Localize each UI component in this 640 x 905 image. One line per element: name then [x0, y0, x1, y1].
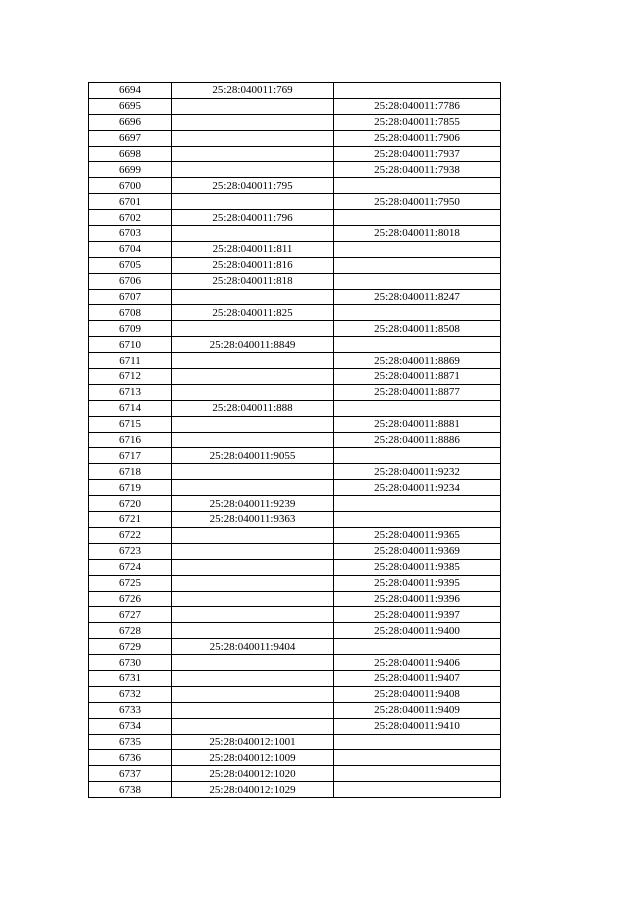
- table-row: [89, 353, 501, 369]
- cadastral-number-table: [88, 82, 501, 798]
- row-number-cell: 6695: [89, 98, 172, 114]
- row-number-cell: 6733: [89, 702, 172, 718]
- row-number-cell: 6704: [89, 241, 172, 257]
- table-row: [89, 718, 501, 734]
- table-row: [89, 591, 501, 607]
- cadastral-number-cell-b: 25:28:040011:8877: [334, 384, 501, 400]
- cadastral-number-cell-a: [172, 480, 334, 496]
- cadastral-number-cell-b: 25:28:040011:9395: [334, 575, 501, 591]
- cadastral-number-cell-b: 25:28:040011:9406: [334, 655, 501, 671]
- row-number-cell: 6711: [89, 353, 172, 369]
- row-number-cell: 6702: [89, 210, 172, 226]
- cadastral-number-cell-b: [334, 400, 501, 416]
- table-row: [89, 607, 501, 623]
- row-number-cell: 6694: [89, 83, 172, 99]
- table-row: [89, 464, 501, 480]
- table-row: [89, 337, 501, 353]
- cadastral-number-cell-a: 25:28:040011:811: [172, 241, 334, 257]
- cadastral-number-cell-a: [172, 98, 334, 114]
- cadastral-number-cell-b: 25:28:040011:9234: [334, 480, 501, 496]
- cadastral-number-cell-a: 25:28:040011:769: [172, 83, 334, 99]
- row-number-cell: 6716: [89, 432, 172, 448]
- row-number-cell: 6698: [89, 146, 172, 162]
- table-row: [89, 114, 501, 130]
- table-row: [89, 226, 501, 242]
- cadastral-number-cell-a: [172, 194, 334, 210]
- row-number-cell: 6735: [89, 734, 172, 750]
- table-row: [89, 512, 501, 528]
- cadastral-number-cell-a: [172, 718, 334, 734]
- row-number-cell: 6715: [89, 416, 172, 432]
- cadastral-number-cell-b: [334, 750, 501, 766]
- cadastral-number-cell-a: [172, 416, 334, 432]
- row-number-cell: 6730: [89, 655, 172, 671]
- row-number-cell: 6728: [89, 623, 172, 639]
- table-body: [89, 83, 501, 798]
- row-number-cell: 6736: [89, 750, 172, 766]
- table-row: [89, 432, 501, 448]
- table-row: [89, 670, 501, 686]
- row-number-cell: 6703: [89, 226, 172, 242]
- table-row: [89, 273, 501, 289]
- table-row: [89, 639, 501, 655]
- cadastral-number-cell-a: [172, 543, 334, 559]
- cadastral-number-cell-b: 25:28:040011:7937: [334, 146, 501, 162]
- table-row: [89, 162, 501, 178]
- table-row: [89, 734, 501, 750]
- cadastral-number-cell-b: [334, 337, 501, 353]
- cadastral-number-cell-b: 25:28:040011:9232: [334, 464, 501, 480]
- table-row: [89, 241, 501, 257]
- cadastral-number-cell-a: [172, 353, 334, 369]
- cadastral-number-cell-a: [172, 384, 334, 400]
- table-row: [89, 782, 501, 798]
- cadastral-number-cell-a: [172, 130, 334, 146]
- cadastral-number-cell-a: [172, 226, 334, 242]
- table-row: [89, 623, 501, 639]
- table-row: [89, 527, 501, 543]
- table-row: [89, 194, 501, 210]
- cadastral-number-cell-a: [172, 321, 334, 337]
- row-number-cell: 6705: [89, 257, 172, 273]
- table-row: [89, 686, 501, 702]
- table-row: [89, 130, 501, 146]
- cadastral-number-cell-b: 25:28:040011:7950: [334, 194, 501, 210]
- cadastral-number-cell-b: [334, 782, 501, 798]
- cadastral-number-cell-b: [334, 83, 501, 99]
- cadastral-number-cell-b: 25:28:040011:9410: [334, 718, 501, 734]
- cadastral-number-cell-b: 25:28:040011:8508: [334, 321, 501, 337]
- table-row: [89, 400, 501, 416]
- table-row: [89, 369, 501, 385]
- row-number-cell: 6724: [89, 559, 172, 575]
- table-row: [89, 305, 501, 321]
- row-number-cell: 6714: [89, 400, 172, 416]
- cadastral-number-cell-a: [172, 686, 334, 702]
- table-row: [89, 448, 501, 464]
- row-number-cell: 6722: [89, 527, 172, 543]
- cadastral-number-cell-a: [172, 575, 334, 591]
- cadastral-number-cell-a: 25:28:040012:1001: [172, 734, 334, 750]
- table-row: [89, 83, 501, 99]
- table-row: [89, 559, 501, 575]
- cadastral-number-cell-a: 25:28:040011:795: [172, 178, 334, 194]
- cadastral-number-cell-a: [172, 289, 334, 305]
- cadastral-number-cell-b: [334, 273, 501, 289]
- cadastral-number-cell-b: 25:28:040011:7938: [334, 162, 501, 178]
- cadastral-number-cell-b: 25:28:040011:8018: [334, 226, 501, 242]
- row-number-cell: 6729: [89, 639, 172, 655]
- cadastral-number-cell-b: 25:28:040011:9369: [334, 543, 501, 559]
- cadastral-number-cell-b: [334, 512, 501, 528]
- cadastral-number-cell-a: [172, 702, 334, 718]
- table-row: [89, 178, 501, 194]
- cadastral-number-cell-b: 25:28:040011:8886: [334, 432, 501, 448]
- row-number-cell: 6701: [89, 194, 172, 210]
- table-row: [89, 702, 501, 718]
- row-number-cell: 6696: [89, 114, 172, 130]
- table-row: [89, 655, 501, 671]
- row-number-cell: 6737: [89, 766, 172, 782]
- cadastral-number-cell-b: 25:28:040011:8881: [334, 416, 501, 432]
- cadastral-number-cell-b: 25:28:040011:9408: [334, 686, 501, 702]
- cadastral-number-cell-a: [172, 114, 334, 130]
- row-number-cell: 6738: [89, 782, 172, 798]
- row-number-cell: 6710: [89, 337, 172, 353]
- cadastral-number-cell-b: 25:28:040011:9385: [334, 559, 501, 575]
- cadastral-number-cell-a: [172, 670, 334, 686]
- row-number-cell: 6700: [89, 178, 172, 194]
- table-row: [89, 543, 501, 559]
- table-row: [89, 750, 501, 766]
- table-row: [89, 480, 501, 496]
- cadastral-number-cell-b: [334, 178, 501, 194]
- cadastral-number-cell-a: 25:28:040011:8849: [172, 337, 334, 353]
- cadastral-number-cell-a: 25:28:040011:818: [172, 273, 334, 289]
- cadastral-number-cell-a: [172, 464, 334, 480]
- cadastral-number-cell-a: [172, 432, 334, 448]
- cadastral-number-cell-a: [172, 146, 334, 162]
- cadastral-number-cell-b: [334, 210, 501, 226]
- cadastral-number-cell-a: 25:28:040011:796: [172, 210, 334, 226]
- cadastral-number-cell-b: [334, 734, 501, 750]
- cadastral-number-cell-b: 25:28:040011:7906: [334, 130, 501, 146]
- row-number-cell: 6706: [89, 273, 172, 289]
- cadastral-number-cell-b: [334, 305, 501, 321]
- row-number-cell: 6725: [89, 575, 172, 591]
- row-number-cell: 6734: [89, 718, 172, 734]
- table-row: [89, 98, 501, 114]
- cadastral-number-cell-a: 25:28:040012:1009: [172, 750, 334, 766]
- row-number-cell: 6713: [89, 384, 172, 400]
- table-row: [89, 416, 501, 432]
- cadastral-number-cell-b: 25:28:040011:9365: [334, 527, 501, 543]
- cadastral-number-cell-a: [172, 559, 334, 575]
- cadastral-number-cell-a: [172, 591, 334, 607]
- cadastral-number-cell-b: 25:28:040011:8247: [334, 289, 501, 305]
- cadastral-number-cell-a: 25:28:040012:1020: [172, 766, 334, 782]
- row-number-cell: 6718: [89, 464, 172, 480]
- cadastral-number-cell-b: 25:28:040011:7855: [334, 114, 501, 130]
- row-number-cell: 6720: [89, 496, 172, 512]
- table-row: [89, 289, 501, 305]
- cadastral-number-cell-a: 25:28:040012:1029: [172, 782, 334, 798]
- cadastral-number-cell-a: 25:28:040011:816: [172, 257, 334, 273]
- row-number-cell: 6719: [89, 480, 172, 496]
- cadastral-number-cell-a: 25:28:040011:9404: [172, 639, 334, 655]
- row-number-cell: 6721: [89, 512, 172, 528]
- cadastral-number-cell-b: 25:28:040011:9397: [334, 607, 501, 623]
- cadastral-number-cell-a: [172, 527, 334, 543]
- table-row: [89, 575, 501, 591]
- cadastral-number-cell-a: 25:28:040011:9239: [172, 496, 334, 512]
- cadastral-number-cell-b: [334, 496, 501, 512]
- row-number-cell: 6717: [89, 448, 172, 464]
- cadastral-number-cell-b: 25:28:040011:8871: [334, 369, 501, 385]
- cadastral-number-cell-b: 25:28:040011:9396: [334, 591, 501, 607]
- cadastral-number-cell-b: [334, 241, 501, 257]
- cadastral-number-cell-a: [172, 607, 334, 623]
- cadastral-number-cell-b: [334, 639, 501, 655]
- table-row: [89, 384, 501, 400]
- cadastral-number-cell-a: 25:28:040011:9363: [172, 512, 334, 528]
- cadastral-number-cell-b: 25:28:040011:7786: [334, 98, 501, 114]
- table-row: [89, 146, 501, 162]
- cadastral-number-cell-b: 25:28:040011:8869: [334, 353, 501, 369]
- cadastral-number-cell-a: [172, 369, 334, 385]
- cadastral-number-cell-a: 25:28:040011:9055: [172, 448, 334, 464]
- table-row: [89, 496, 501, 512]
- row-number-cell: 6732: [89, 686, 172, 702]
- cadastral-number-cell-b: [334, 257, 501, 273]
- row-number-cell: 6708: [89, 305, 172, 321]
- row-number-cell: 6709: [89, 321, 172, 337]
- cadastral-number-cell-b: [334, 448, 501, 464]
- table-row: [89, 257, 501, 273]
- table-row: [89, 210, 501, 226]
- cadastral-number-cell-a: [172, 655, 334, 671]
- cadastral-number-cell-b: 25:28:040011:9409: [334, 702, 501, 718]
- table-row: [89, 766, 501, 782]
- cadastral-number-cell-a: 25:28:040011:888: [172, 400, 334, 416]
- cadastral-number-cell-a: [172, 162, 334, 178]
- table-row: [89, 321, 501, 337]
- cadastral-number-cell-a: [172, 623, 334, 639]
- row-number-cell: 6727: [89, 607, 172, 623]
- row-number-cell: 6707: [89, 289, 172, 305]
- cadastral-number-cell-b: 25:28:040011:9400: [334, 623, 501, 639]
- row-number-cell: 6726: [89, 591, 172, 607]
- cadastral-number-cell-b: [334, 766, 501, 782]
- cadastral-number-cell-b: 25:28:040011:9407: [334, 670, 501, 686]
- row-number-cell: 6697: [89, 130, 172, 146]
- row-number-cell: 6723: [89, 543, 172, 559]
- row-number-cell: 6712: [89, 369, 172, 385]
- cadastral-number-cell-a: 25:28:040011:825: [172, 305, 334, 321]
- row-number-cell: 6699: [89, 162, 172, 178]
- row-number-cell: 6731: [89, 670, 172, 686]
